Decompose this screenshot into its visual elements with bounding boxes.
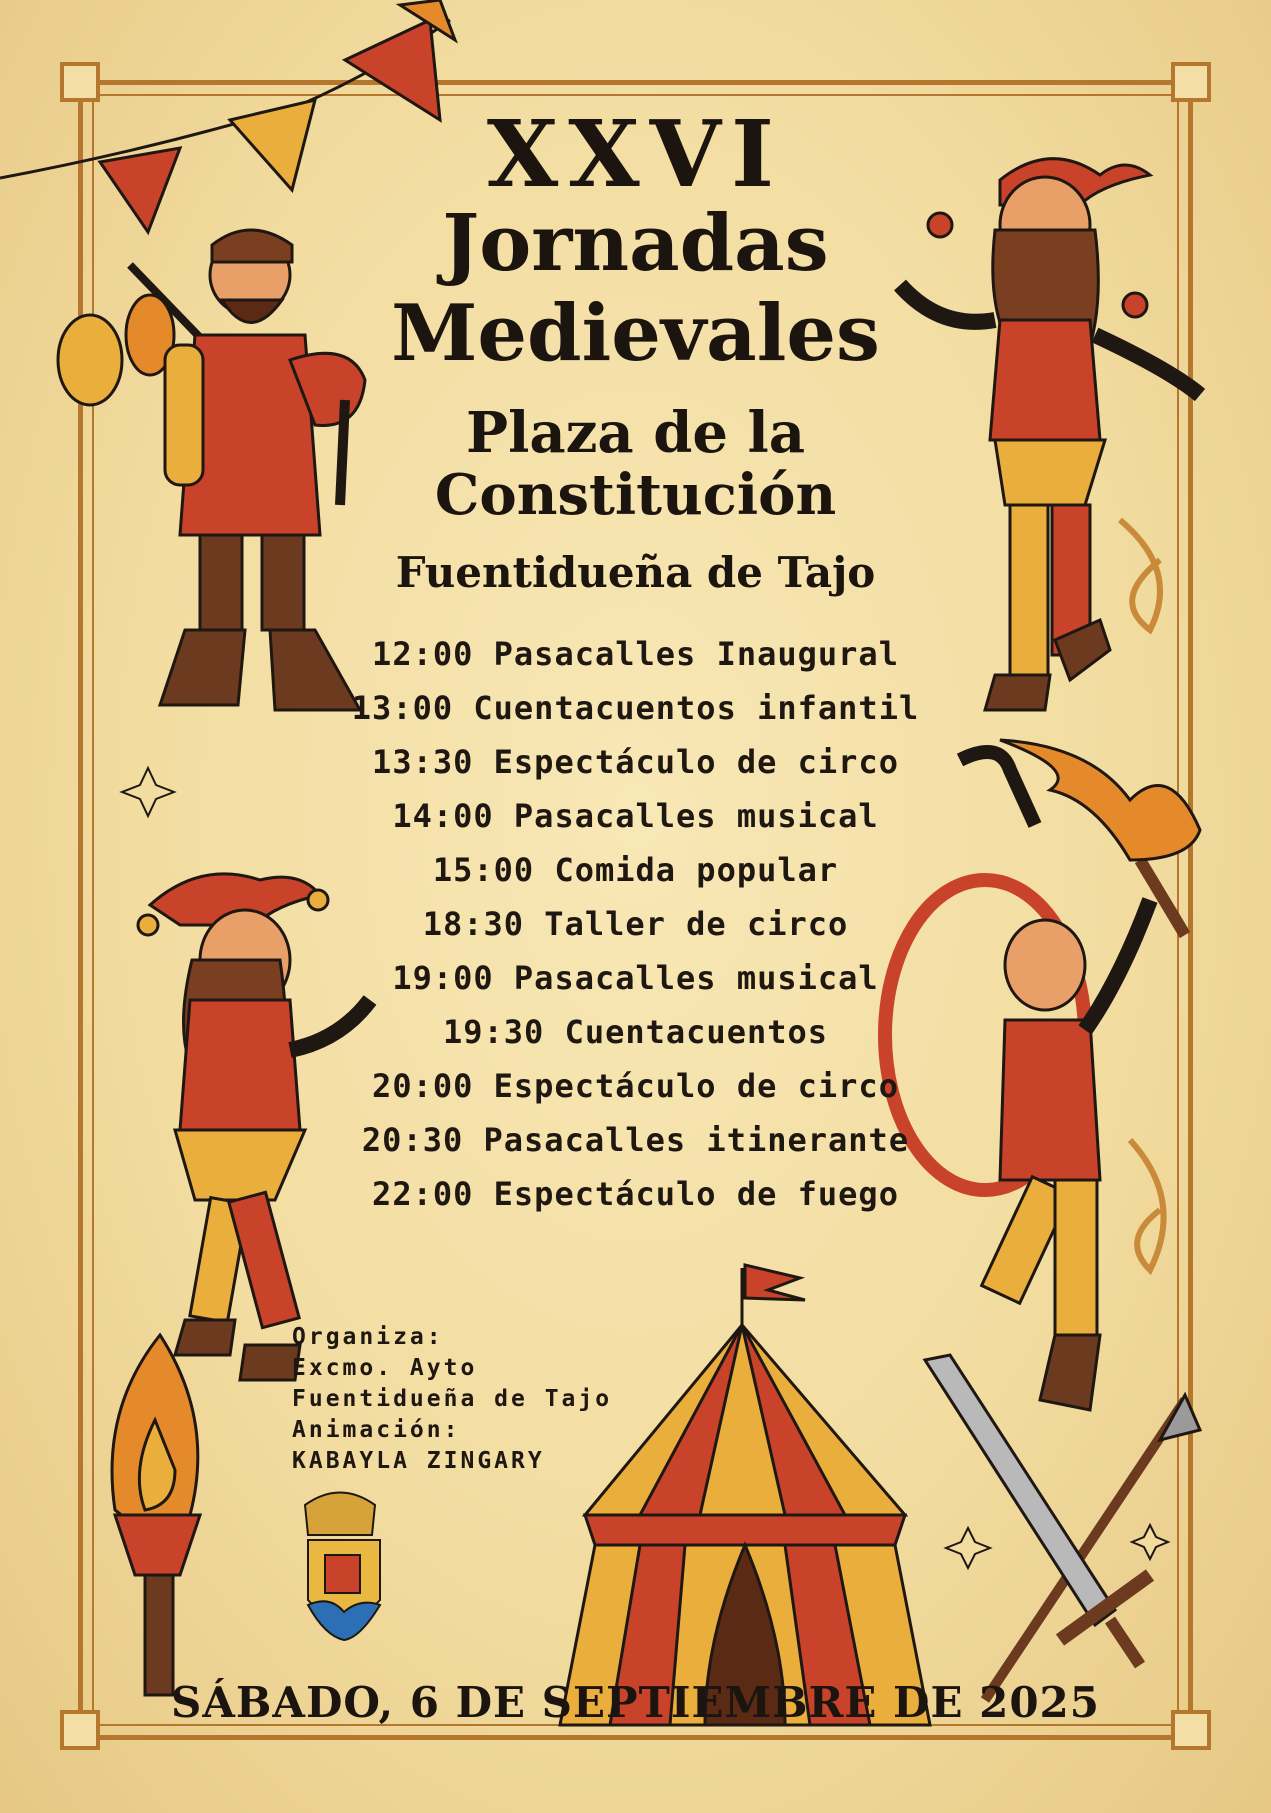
venue-line1: Plaza de la (465, 400, 806, 466)
event-date: SÁBADO, 6 DE SEPTIEMBRE DE 2025 (170, 1678, 1101, 1727)
organizer-line2: Fuentidueña de Tajo (292, 1386, 613, 1412)
schedule-item: 19:30 Cuentacuentos (442, 1013, 829, 1051)
organizer-label: Organiza: (292, 1324, 444, 1350)
event-edition-number: XXVI (486, 100, 785, 208)
organizer-line1: Excmo. Ayto (292, 1355, 478, 1381)
schedule-item: 19:00 Pasacalles musical (392, 959, 879, 997)
schedule-item: 20:00 Espectáculo de circo (372, 1067, 899, 1105)
municipal-coat-of-arms-icon (305, 1493, 380, 1641)
schedule-item: 15:00 Comida popular (432, 851, 839, 889)
animation-label: Animación: (292, 1417, 461, 1443)
schedule-item: 12:00 Pasacalles Inaugural (372, 635, 899, 673)
animation-name: KABAYLA ZINGARY (292, 1448, 545, 1474)
circus-tent-icon (560, 1265, 930, 1725)
schedule-item: 20:30 Pasacalles itinerante (361, 1121, 910, 1159)
schedule-item: 13:30 Espectáculo de circo (372, 743, 899, 781)
venue-line2: Constitución (434, 462, 837, 528)
schedule-item: 22:00 Espectáculo de fuego (372, 1175, 899, 1213)
schedule-item: 14:00 Pasacalles musical (392, 797, 879, 835)
burning-torch-icon (112, 1335, 200, 1695)
organizer-block (292, 1322, 612, 1477)
event-title-line1: Jornadas (442, 198, 829, 289)
schedule-item: 13:00 Cuentacuentos infantil (351, 689, 920, 727)
event-title-line2: Medievales (391, 288, 880, 379)
crossed-sword-spear-icon (925, 1355, 1200, 1700)
schedule-item: 18:30 Taller de circo (422, 905, 849, 943)
venue-town: Fuentidueña de Tajo (395, 548, 876, 597)
